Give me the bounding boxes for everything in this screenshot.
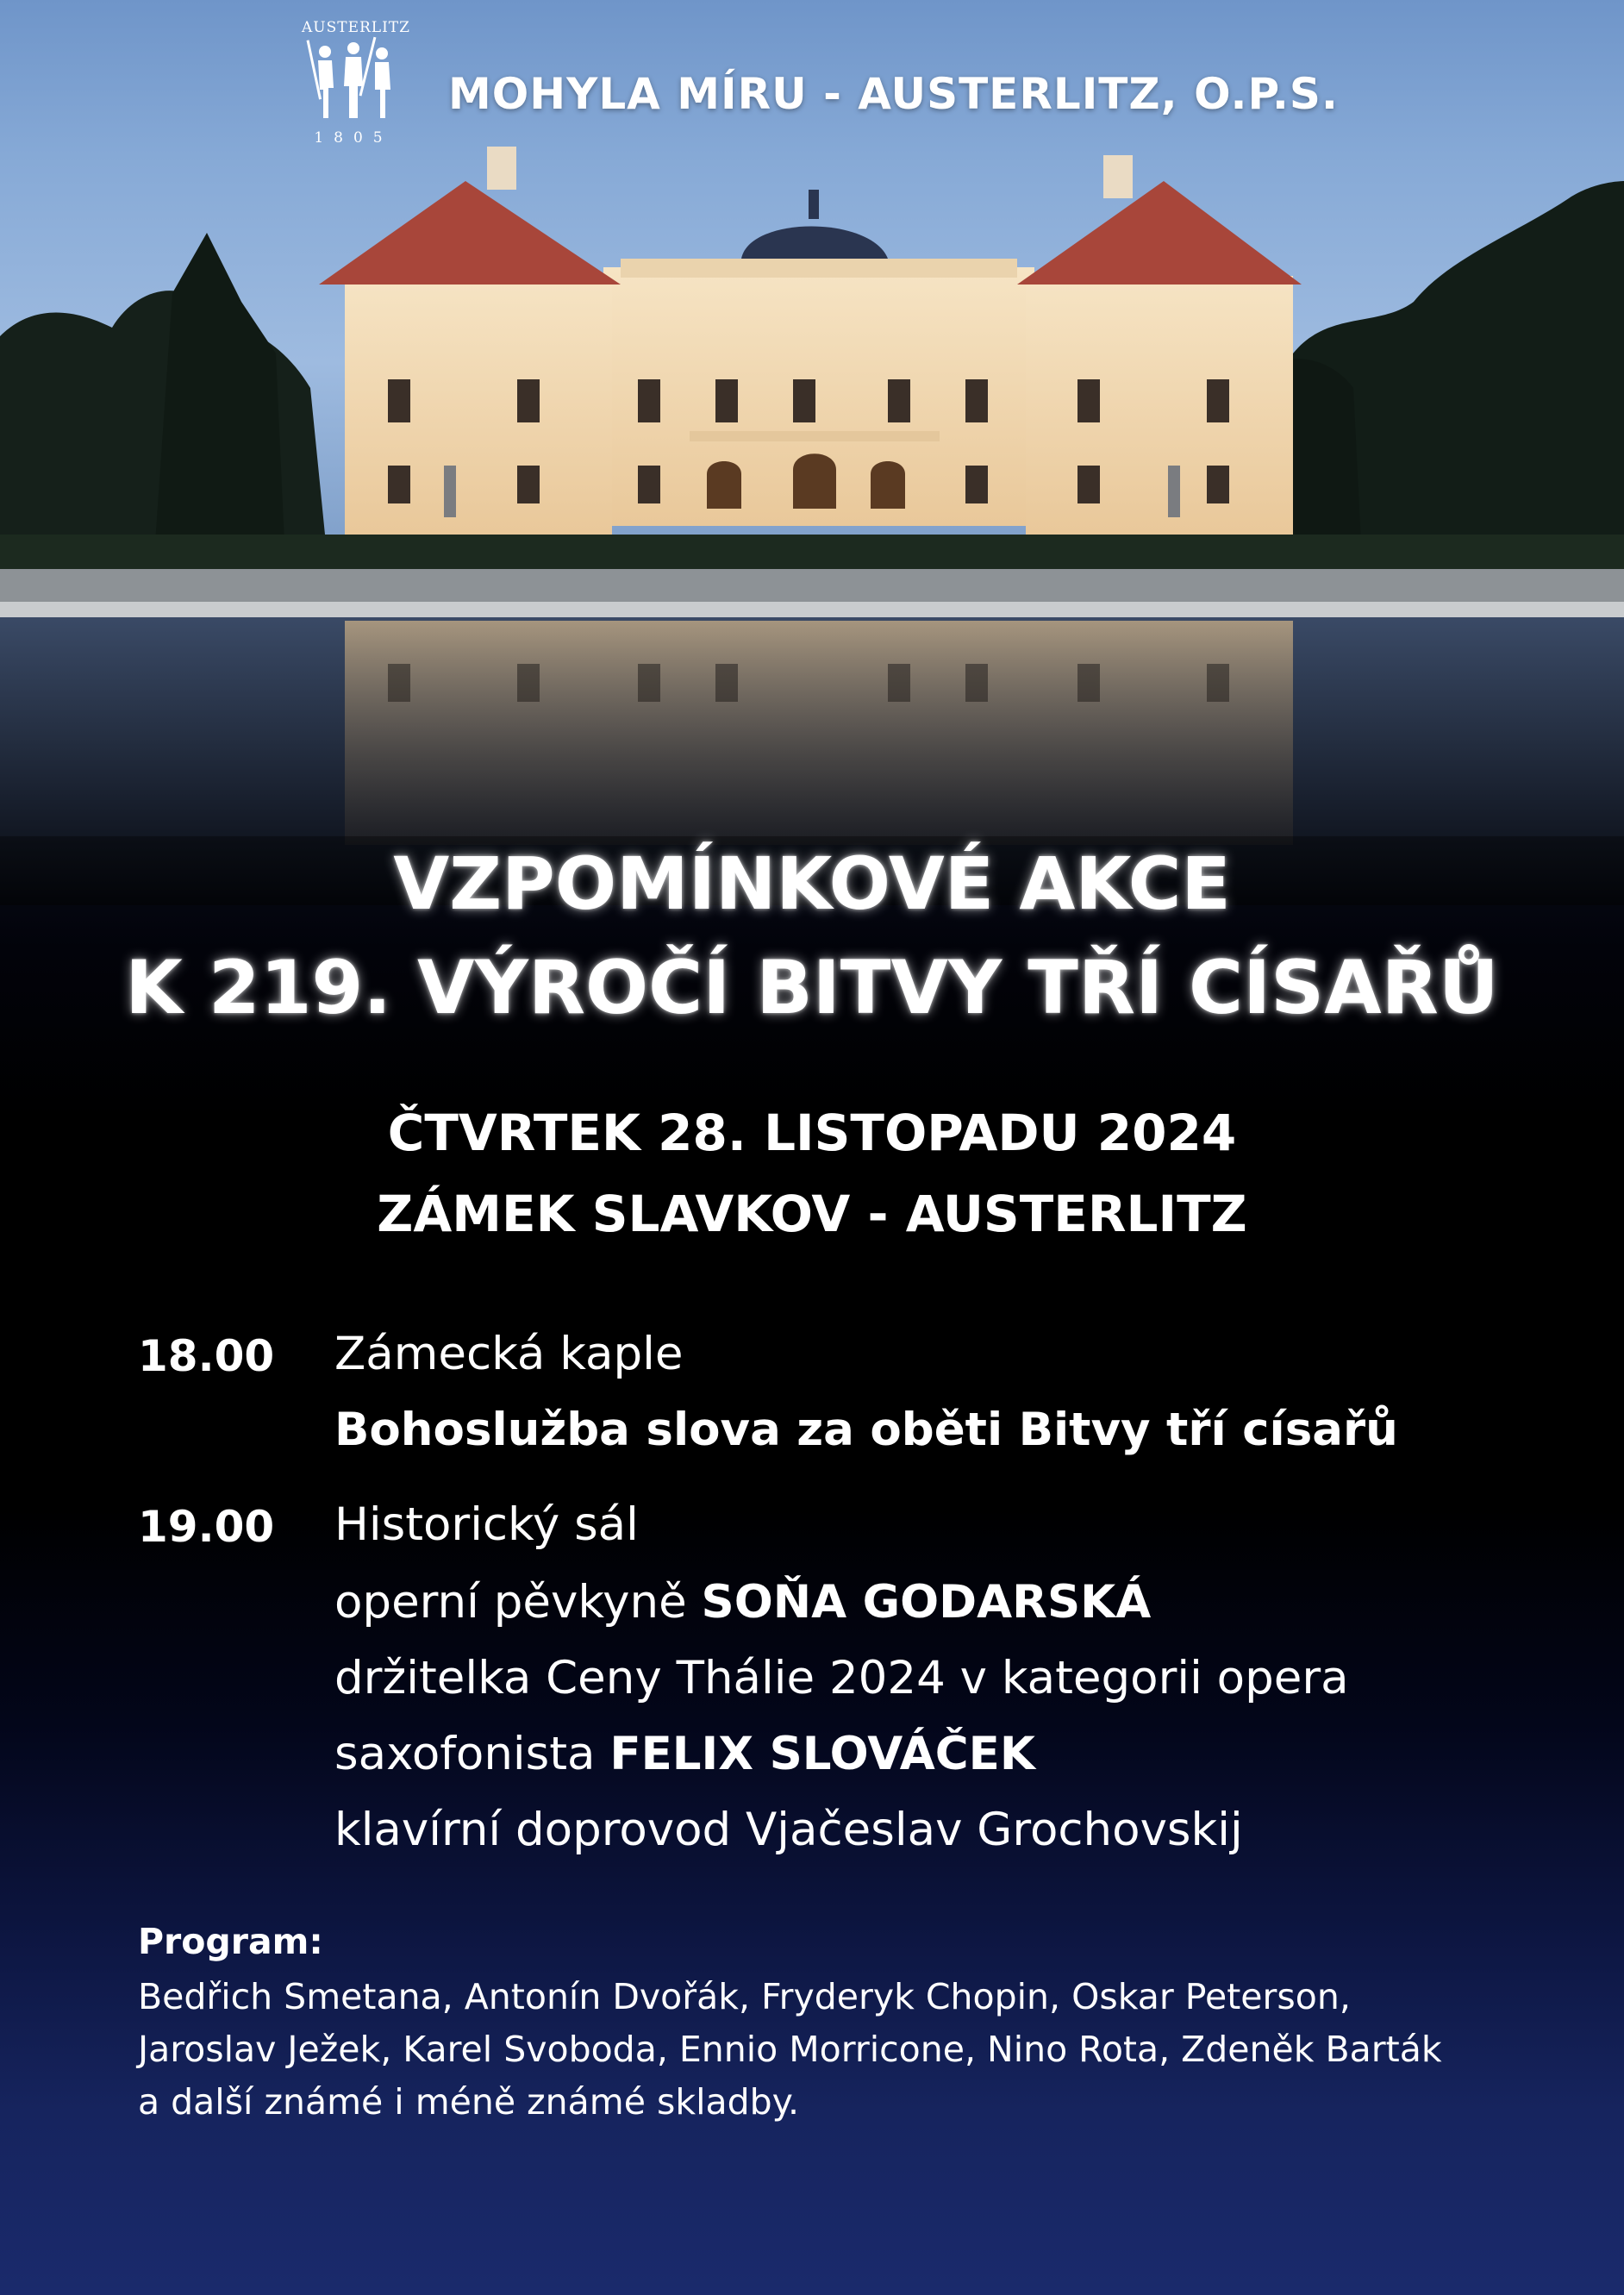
- schedule-event-1: Bohoslužba slova za oběti Bitvy tří císařů: [334, 1404, 1398, 1456]
- schedule-time-1: 18.00: [138, 1331, 275, 1381]
- schedule-location-2: Historický sál: [334, 1498, 639, 1551]
- event-venue: ZÁMEK SLAVKOV - AUSTERLITZ: [377, 1185, 1247, 1243]
- organization-name: MOHYLA MÍRU - AUSTERLITZ, O.P.S.: [448, 69, 1339, 119]
- accompaniment: klavírní doprovod Vjačeslav Grochovskij: [334, 1804, 1243, 1856]
- castle-building: [319, 147, 1302, 535]
- program-line-1: Bedřich Smetana, Antonín Dvořák, Fryderyk Chopin, Oskar Peterson,: [138, 1976, 1351, 2017]
- logo-word: AUSTERLITZ: [302, 19, 410, 36]
- performer-2-role: saxofonista: [334, 1728, 610, 1780]
- trees-left: [0, 233, 328, 560]
- soldiers-icon: [306, 36, 401, 122]
- performer-1-note: držitelka Ceny Thálie 2024 v kategorii opera: [334, 1652, 1349, 1704]
- schedule-location-1: Zámecká kaple: [334, 1328, 684, 1380]
- castle-photo: [0, 129, 1624, 905]
- performer-2: [334, 1728, 1035, 1780]
- castle-reflection: [345, 621, 1293, 845]
- performer-2-name: FELIX SLOVÁČEK: [609, 1728, 1035, 1780]
- event-date: ČTVRTEK 28. LISTOPADU 2024: [387, 1104, 1237, 1162]
- logo-year: 1805: [314, 129, 393, 147]
- main-title-line1: VZPOMÍNKOVÉ AKCE: [393, 841, 1231, 926]
- main-title-line2: K 219. VÝROČÍ BITVY TŘÍ CÍSAŘŮ: [125, 945, 1499, 1031]
- program-label: Program:: [138, 1921, 323, 1962]
- performer-1-name: SOŇA GODARSKÁ: [701, 1576, 1152, 1629]
- schedule-time-2: 19.00: [138, 1502, 275, 1552]
- program-line-2: Jaroslav Ježek, Karel Svoboda, Ennio Morricone, Nino Rota, Zdeněk Barták: [138, 2029, 1442, 2070]
- performer-1: [334, 1576, 1151, 1629]
- program-line-3: a další známé i méně známé skladby.: [138, 2081, 800, 2123]
- performer-1-role: operní pěvkyně: [334, 1576, 702, 1629]
